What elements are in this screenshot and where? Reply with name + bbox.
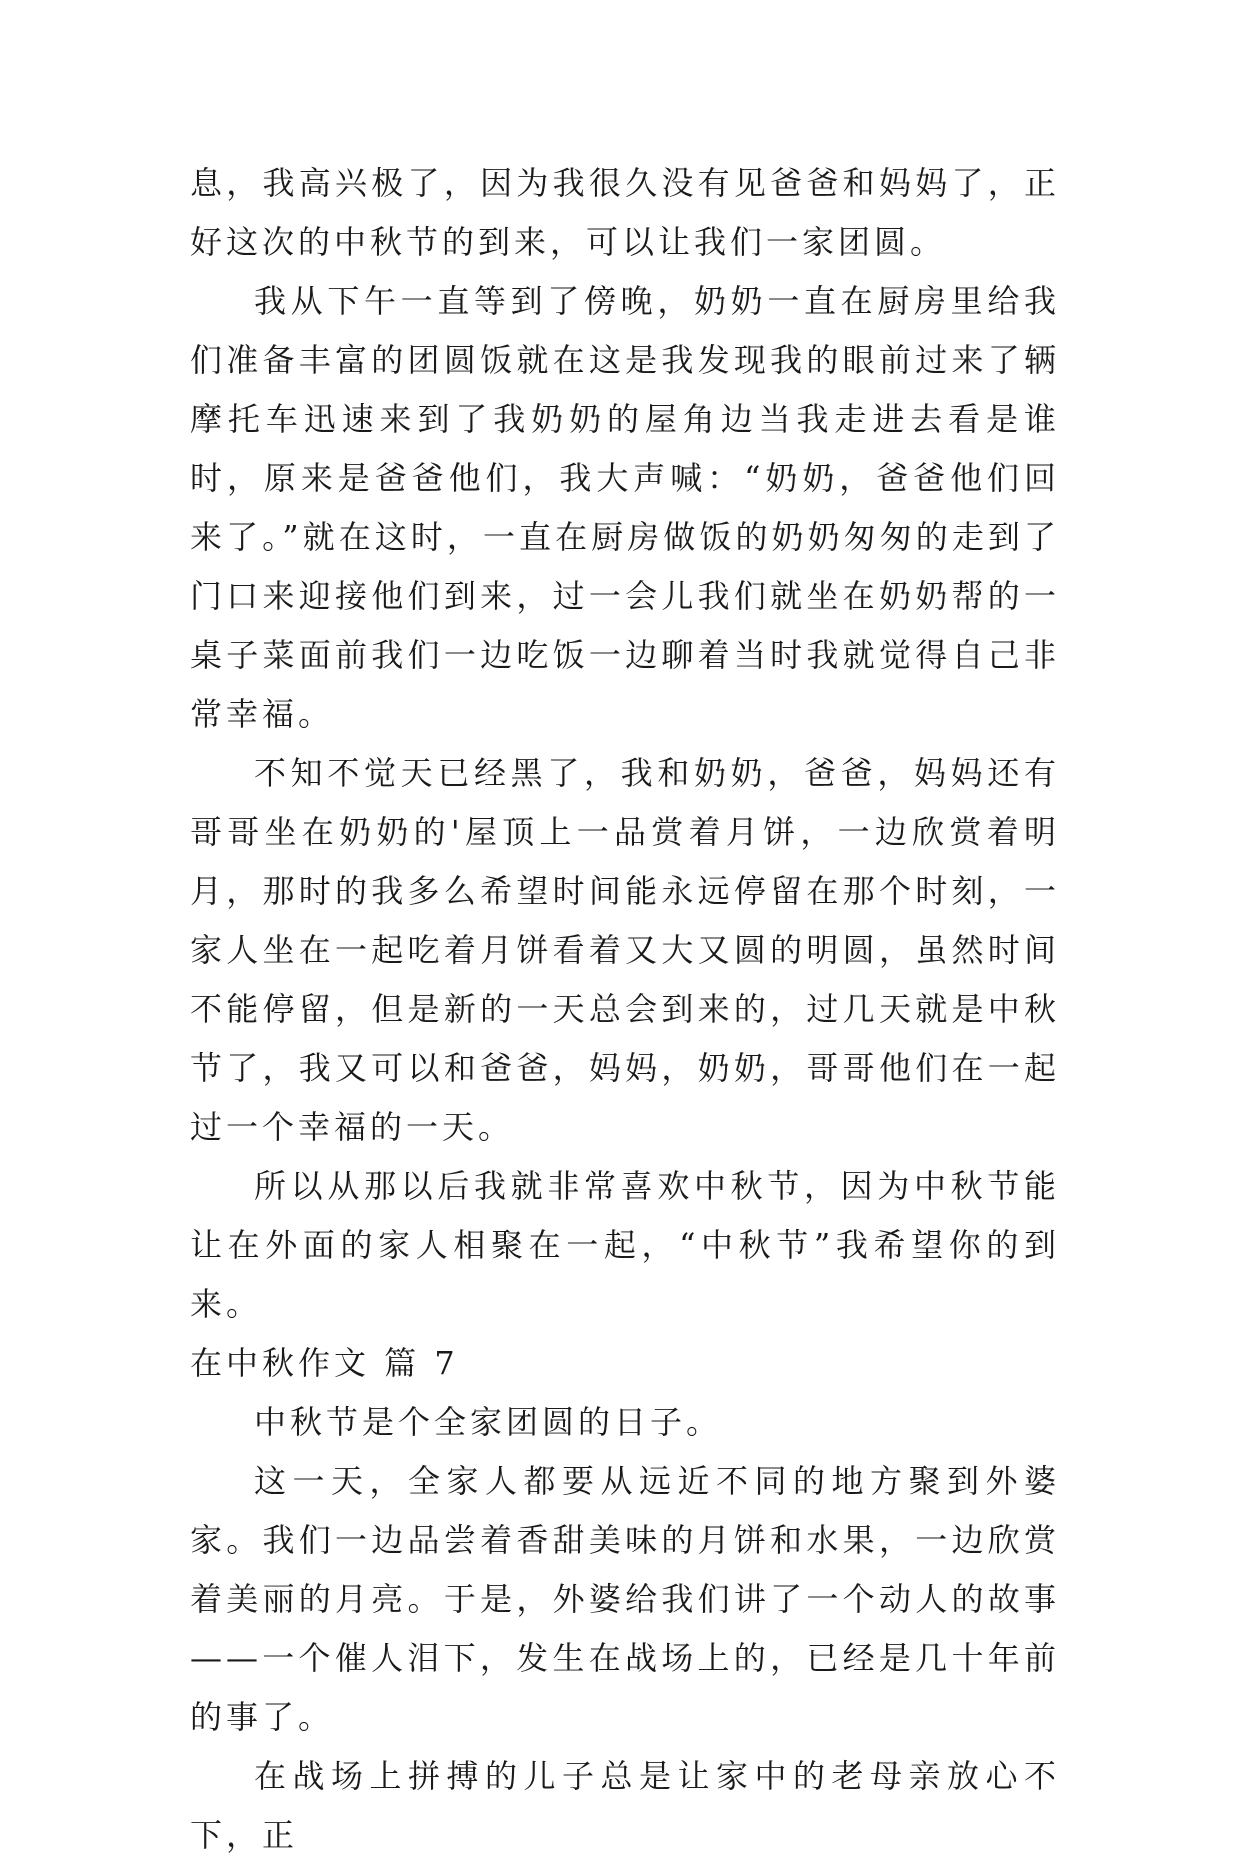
paragraph: 所以从那以后我就非常喜欢中秋节，因为中秋节能让在外面的家人相聚在一起，“中秋节”我希望你的到来。 (190, 1167, 1060, 1323)
paragraph: 息，我高兴极了，因为我很久没有见爸爸和妈妈了，正好这次的中秋节的到来，可以让我们一家团圆。 (190, 164, 1060, 261)
section-heading: 在中秋作文 篇 7 (190, 1344, 459, 1382)
paragraph: 在战场上拼搏的儿子总是让家中的老母亲放心不下，正 (190, 1757, 1060, 1854)
paragraph: 不知不觉天已经黑了，我和奶奶，爸爸，妈妈还有哥哥坐在奶奶的'屋顶上一品赏着月饼，一边欣赏着明月，那时的我多么希望时间能永远停留在那个时刻，一家人坐在一起吃着月饼看着又大又圆的明圆，虽然时间不能停留，但是新的一天总会到来的，过几天就是中秋节了，我又可以和爸爸，妈妈，奶奶，哥哥他们在一起过一个幸福的一天。 (190, 754, 1060, 1146)
document-body (190, 154, 1060, 1865)
paragraph: 中秋节是个全家团圆的日子。 (254, 1403, 723, 1441)
paragraph: 我从下午一直等到了傍晚，奶奶一直在厨房里给我们准备丰富的团圆饭就在这是我发现我的眼前过来了辆摩托车迅速来到了我奶奶的屋角边当我走进去看是谁时，原来是爸爸他们，我大声喊：“奶奶，爸爸他们回来了。”就在这时，一直在厨房做饭的奶奶匆匆的走到了门口来迎接他们到来，过一会儿我们就坐在奶奶帮的一桌子菜面前我们一边吃饭一边聊着当时我就觉得自己非常幸福。 (190, 282, 1060, 733)
paragraph: 这一天，全家人都要从远近不同的地方聚到外婆家。我们一边品尝着香甜美味的月饼和水果，一边欣赏着美丽的月亮。于是，外婆给我们讲了一个动人的故事——一个催人泪下，发生在战场上的，已经是几十年前的事了。 (190, 1462, 1060, 1736)
